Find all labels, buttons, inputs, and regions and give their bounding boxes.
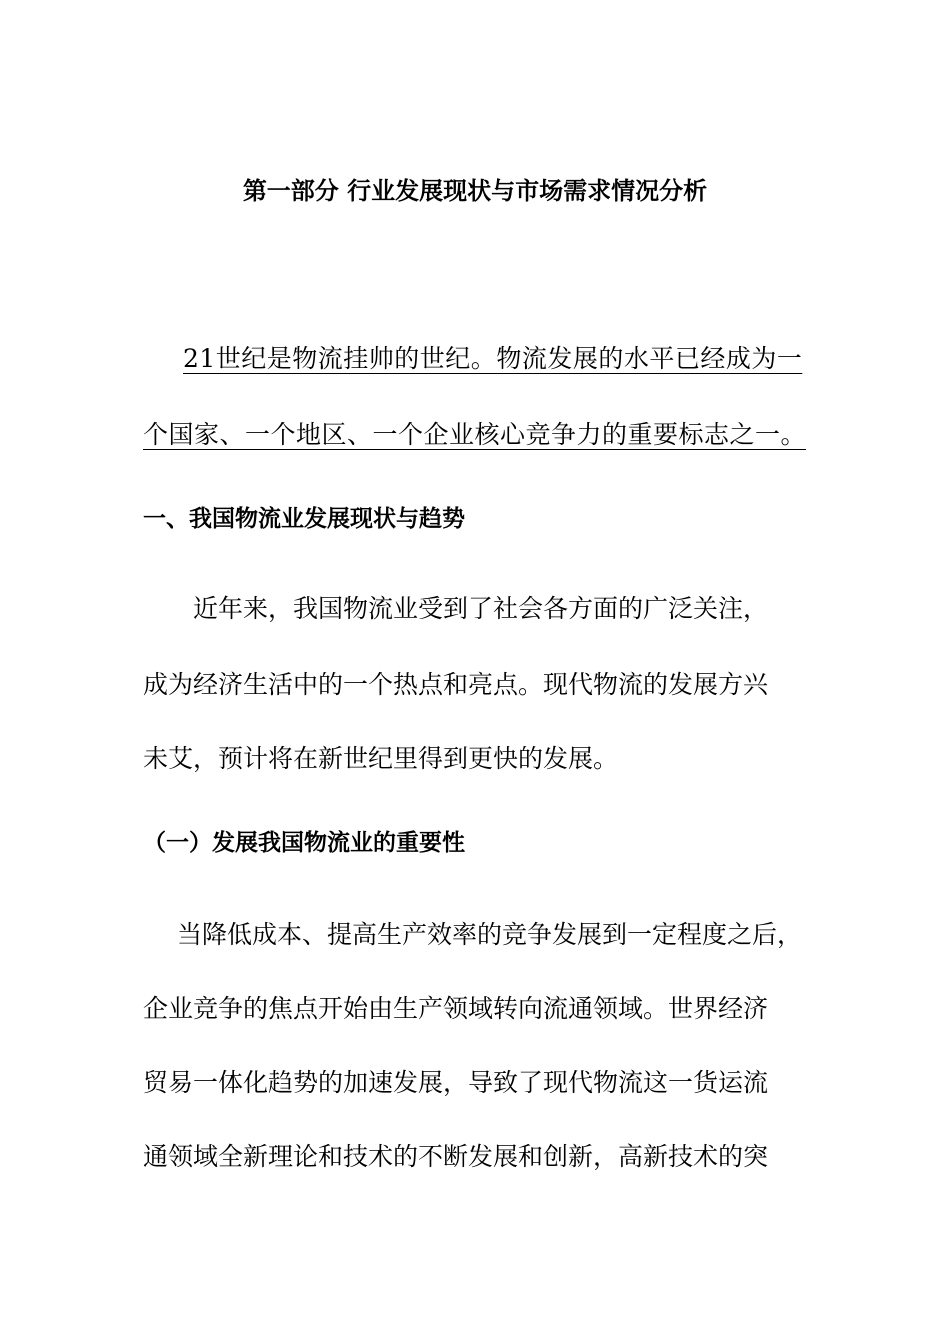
intro-line-1: 21世纪是物流挂帅的世纪。物流发展的水平已经成为一 (183, 344, 803, 373)
paragraph-2-line-4: 通领域全新理论和技术的不断发展和创新，高新技术的突 (143, 1142, 769, 1171)
subsection-heading-1: （一）发展我国物流业的重要性 (143, 830, 465, 856)
paragraph-2-line-2: 企业竞争的焦点开始由生产领域转向流通领域。世界经济 (143, 994, 769, 1023)
section-heading-1: 一、我国物流业发展现状与趋势 (143, 506, 465, 532)
paragraph-1-line-1: 近年来，我国物流业受到了社会各方面的广泛关注， (193, 594, 769, 623)
intro-line-2: 个国家、一个地区、一个企业核心竞争力的重要标志之一。 (143, 420, 807, 449)
document-title: 第一部分 行业发展现状与市场需求情况分析 (242, 177, 708, 205)
paragraph-1-line-2: 成为经济生活中的一个热点和亮点。现代物流的发展方兴 (143, 670, 769, 699)
paragraph-2-line-3: 贸易一体化趋势的加速发展，导致了现代物流这一货运流 (143, 1068, 769, 1097)
paragraph-2-line-1: 当降低成本、提高生产效率的竞争发展到一定程度之后， (177, 920, 803, 949)
paragraph-1-line-3: 未艾，预计将在新世纪里得到更快的发展。 (143, 744, 619, 773)
